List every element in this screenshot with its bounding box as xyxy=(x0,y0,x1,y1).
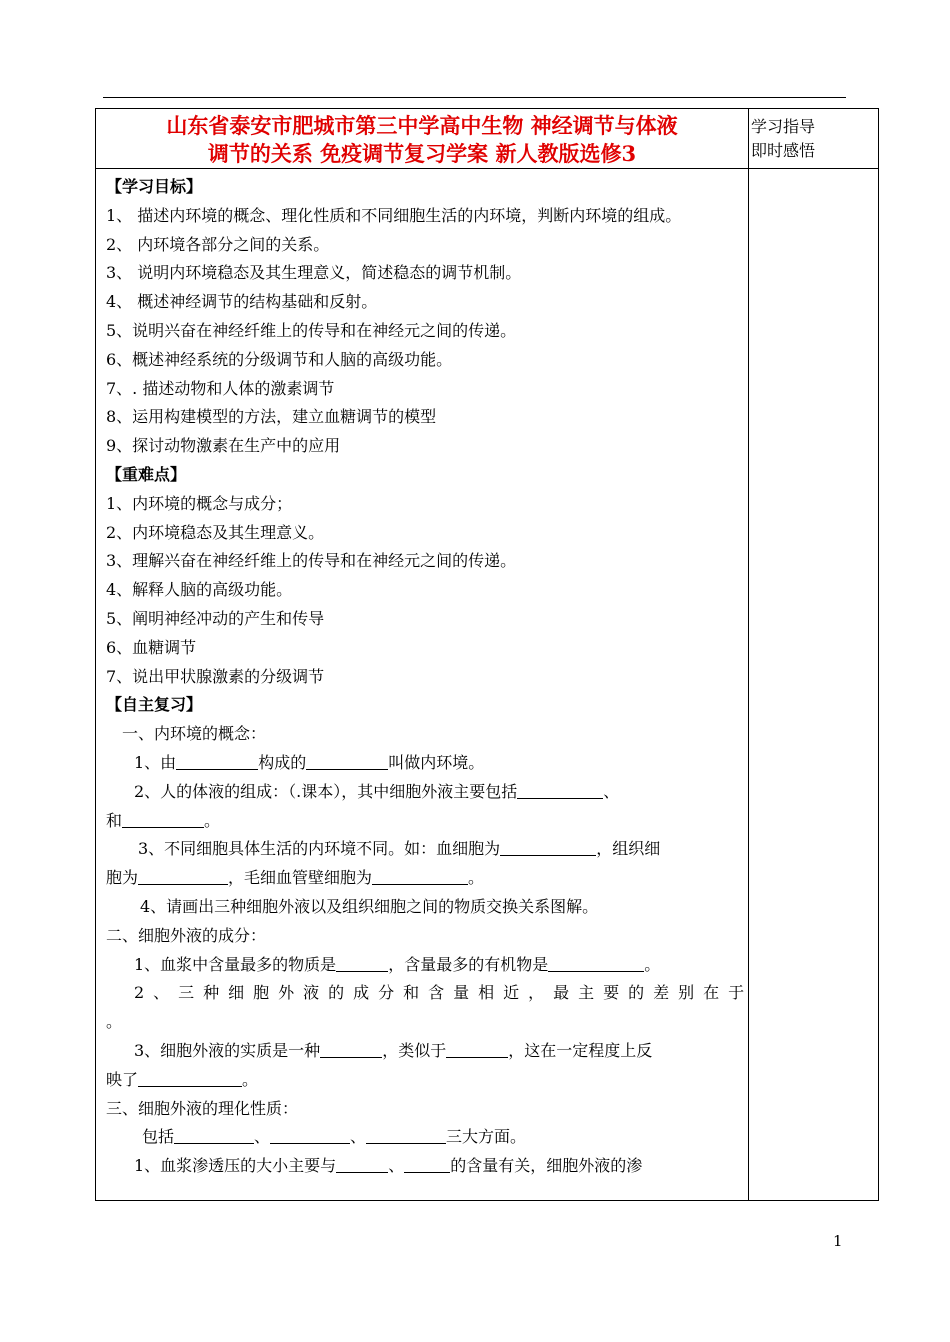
question-line xyxy=(106,1037,738,1066)
question-text: 的含量有关，细胞外液的渗 xyxy=(450,1156,643,1176)
question-text: ，含量最多的有机物是 xyxy=(388,954,549,974)
question-text: ，这在一定程度上反 xyxy=(508,1040,653,1060)
notes-header xyxy=(749,109,878,169)
answer-blank[interactable] xyxy=(306,753,388,770)
top-rule xyxy=(103,97,846,98)
list-item: 1、 描述内环境的概念、理化性质和不同细胞生活的内环境，判断内环境的组成。 xyxy=(106,205,682,225)
question-text: 。 xyxy=(644,954,661,974)
section-heading-review: 【自主复习】 xyxy=(106,695,203,715)
list-item: 1、内环境的概念与成分； xyxy=(106,493,293,513)
answer-blank[interactable] xyxy=(336,1156,388,1173)
answer-blank[interactable] xyxy=(404,1156,450,1173)
question-text: 包括 xyxy=(142,1127,175,1147)
answer-blank[interactable] xyxy=(270,1127,350,1144)
question-text: 、 xyxy=(254,1127,271,1147)
worksheet-table xyxy=(95,108,879,1201)
title-line-1: 山东省泰安市肥城市第三中学高中生物 神经调节与体液 xyxy=(166,113,678,138)
question-text: 。 xyxy=(242,1069,259,1089)
question-text: ，类似于 xyxy=(382,1040,447,1060)
main-content xyxy=(96,169,754,1181)
answer-blank[interactable] xyxy=(517,782,603,799)
question-text: 。 xyxy=(204,810,221,830)
question-text: 叫做内环境。 xyxy=(388,752,485,772)
section-heading-goals: 【学习目标】 xyxy=(106,177,203,196)
question-line xyxy=(106,807,738,836)
question-text: 2、人的体液的组成：（.课本），其中细胞外液主要包括 xyxy=(134,781,518,801)
question-text: 1、血浆渗透压的大小主要与 xyxy=(134,1156,337,1176)
list-item: 9、探讨动物激素在生产中的应用 xyxy=(106,436,341,456)
list-item: 7、. 描述动物和人体的激素调节 xyxy=(106,378,335,398)
answer-blank[interactable] xyxy=(122,811,204,828)
list-item: 8、运用构建模型的方法，建立血糖调节的模型 xyxy=(106,407,437,427)
answer-blank[interactable] xyxy=(366,1127,446,1144)
list-item: 6、血糖调节 xyxy=(106,637,197,657)
question-text: 3、细胞外液的实质是一种 xyxy=(134,1040,321,1060)
question-line xyxy=(106,864,738,893)
question-line: 2、三种细胞外液的成分和含量相近，最主要的差别在于 xyxy=(134,983,754,1003)
answer-blank[interactable] xyxy=(372,868,468,885)
list-item: 6、概述神经系统的分级调节和人脑的高级功能。 xyxy=(106,349,453,369)
question-text: 、 xyxy=(603,781,620,801)
answer-blank[interactable] xyxy=(174,1127,254,1144)
notes-label: 学习指导 xyxy=(751,117,816,136)
question-text: 1、血浆中含量最多的物质是 xyxy=(134,954,337,974)
answer-blank[interactable] xyxy=(320,1041,382,1058)
subsection-title: 二、细胞外液的成分： xyxy=(106,925,267,945)
subsection-title: 三、细胞外液的理化性质： xyxy=(106,1098,299,1118)
question-text: 构成的 xyxy=(258,752,307,772)
list-item: 5、说明兴奋在神经纤维上的传导和在神经元之间的传递。 xyxy=(106,320,517,340)
question-line: 。 xyxy=(106,1012,123,1032)
title-line-2: 调节的关系 免疫调节复习学案 新人教版选修3 xyxy=(207,141,637,166)
answer-blank[interactable] xyxy=(336,955,388,972)
list-item: 4、解释人脑的高级功能。 xyxy=(106,580,293,600)
question-text: 3、不同细胞具体生活的内环境不同。如：血细胞为 xyxy=(138,839,501,859)
question-text: 。 xyxy=(468,868,485,888)
question-line xyxy=(106,835,738,864)
answer-blank[interactable] xyxy=(138,1070,242,1087)
question-text: 和 xyxy=(106,810,123,830)
list-item: 5、阐明神经冲动的产生和传导 xyxy=(106,608,325,628)
question-line xyxy=(106,1152,738,1181)
notes-column xyxy=(749,108,879,1201)
question-text: 、 xyxy=(350,1127,367,1147)
question-line xyxy=(106,1066,738,1095)
question-line xyxy=(106,778,738,807)
question-text: 胞为 xyxy=(106,868,139,888)
page-number: 1 xyxy=(833,1232,843,1250)
list-item: 2、 内环境各部分之间的关系。 xyxy=(106,234,330,254)
list-item: 4、 概述神经调节的结构基础和反射。 xyxy=(106,292,378,312)
list-item: 3、 说明内环境稳态及其生理意义，简述稳态的调节机制。 xyxy=(106,263,522,283)
question-text: 、 xyxy=(388,1156,405,1176)
question-line xyxy=(106,749,738,778)
question-text: ，组织细 xyxy=(596,839,661,859)
question-line: 4、请画出三种细胞外液以及组织细胞之间的物质交换关系图解。 xyxy=(140,896,599,916)
question-line xyxy=(106,1123,738,1152)
question-line xyxy=(106,951,738,980)
notes-label: 即时感悟 xyxy=(751,141,816,160)
main-column xyxy=(95,108,754,1201)
list-item: 2、内环境稳态及其生理意义。 xyxy=(106,522,325,542)
section-heading-key-points: 【重难点】 xyxy=(106,464,187,484)
question-text: 映了 xyxy=(106,1069,139,1089)
answer-blank[interactable] xyxy=(176,753,258,770)
answer-blank[interactable] xyxy=(446,1041,508,1058)
subsection-title: 一、内环境的概念： xyxy=(122,724,267,744)
list-item: 7、说出甲状腺激素的分级调节 xyxy=(106,666,325,686)
answer-blank[interactable] xyxy=(138,868,228,885)
question-text: 1、由 xyxy=(134,752,177,772)
list-item: 3、理解兴奋在神经纤维上的传导和在神经元之间的传递。 xyxy=(106,551,517,571)
answer-blank[interactable] xyxy=(500,839,596,856)
answer-blank[interactable] xyxy=(548,955,644,972)
document-title xyxy=(96,109,748,169)
question-text: 三大方面。 xyxy=(446,1127,527,1147)
question-text: ，毛细血管壁细胞为 xyxy=(228,868,373,888)
